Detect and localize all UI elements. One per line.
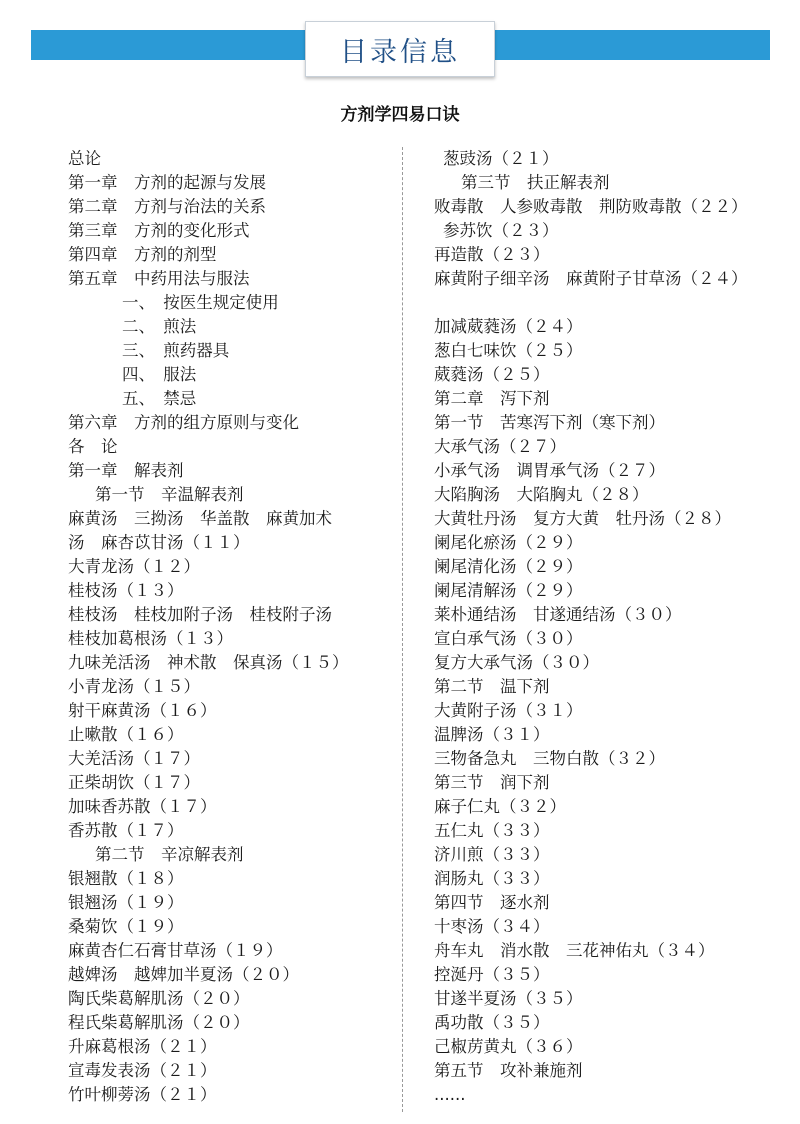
toc-entry: 五仁丸（３３） [434, 821, 550, 840]
toc-entry: 第六章 方剂的组方原则与变化 [68, 413, 299, 432]
toc-entry: 第二章 方剂与治法的关系 [68, 197, 266, 216]
toc-entry: 第一章 解表剂 [68, 461, 184, 480]
toc-entry: 第二节 辛凉解表剂 [95, 845, 244, 864]
toc-entry: 陶氏柴葛解肌汤（２０） [68, 989, 250, 1008]
toc-entry: 大陷胸汤 大陷胸丸（２８） [434, 485, 649, 504]
toc-entry: 三物备急丸 三物白散（３２） [434, 749, 665, 768]
toc-entry: 越婢汤 越婢加半夏汤（２０） [68, 965, 299, 984]
toc-entry: 加味香苏散（１７） [68, 797, 217, 816]
toc-entry: 济川煎（３３） [434, 845, 550, 864]
toc-entry: 程氏柴葛解肌汤（２０） [68, 1013, 250, 1032]
toc-entry: 宣毒发表汤（２１） [68, 1061, 217, 1080]
toc-entry: 阑尾清化汤（２９） [434, 557, 583, 576]
toc-entry: 第二节 温下剂 [434, 677, 550, 696]
toc-entry: 桂枝汤（１３） [68, 581, 184, 600]
toc-entry: 第三节 扶正解表剂 [461, 173, 610, 192]
toc-entry: 宣白承气汤（３０） [434, 629, 583, 648]
toc-entry: 润肠丸（３３） [434, 869, 550, 888]
toc-entry: 葳蕤汤（２５） [434, 365, 550, 384]
toc-entry: 竹叶柳蒡汤（２１） [68, 1085, 217, 1104]
column-divider [402, 147, 403, 1112]
section-title: 目录信息 [340, 36, 460, 68]
toc-entry: 甘遂半夏汤（３５） [434, 989, 583, 1008]
toc-entry: 温脾汤（３１） [434, 725, 550, 744]
toc-entry: 第五节 攻补兼施剂 [434, 1061, 583, 1080]
toc-entry: 五、 禁忌 [122, 389, 197, 408]
toc-entry: 复方大承气汤（３０） [434, 653, 599, 672]
toc-entry: 己椒苈黄丸（３６） [434, 1037, 583, 1056]
toc-entry: 阑尾化瘀汤（２９） [434, 533, 583, 552]
toc-entry: 汤 麻杏苡甘汤（１１） [68, 533, 250, 552]
toc-left-column [68, 147, 388, 1107]
toc-entry: 大羌活汤（１７） [68, 749, 200, 768]
toc-entry: 二、 煎法 [122, 317, 197, 336]
toc-entry: 第三节 润下剂 [434, 773, 550, 792]
toc-entry: 败毒散 人参败毒散 荆防败毒散（２２） [434, 197, 748, 216]
toc-entry: 大黄附子汤（３１） [434, 701, 583, 720]
toc-entry: 第四章 方剂的剂型 [68, 245, 217, 264]
toc-entry: 升麻葛根汤（２１） [68, 1037, 217, 1056]
toc-entry: 麻黄附子细辛汤 麻黄附子甘草汤（２４） [434, 269, 748, 288]
toc-entry: 葱豉汤（２１） [443, 149, 559, 168]
toc-entry: 三、 煎药器具 [122, 341, 230, 360]
toc-entry: 射干麻黄汤（１６） [68, 701, 217, 720]
toc-entry: 小承气汤 调胃承气汤（２７） [434, 461, 665, 480]
toc-entry: 桂枝汤 桂枝加附子汤 桂枝附子汤 [68, 605, 332, 624]
toc-entry [434, 291, 784, 315]
toc-entry: 加减葳蕤汤（２４） [434, 317, 583, 336]
toc-entry: 第五章 中药用法与服法 [68, 269, 250, 288]
toc-entry: 参苏饮（２３） [443, 221, 559, 240]
toc-entry: 大承气汤（２７） [434, 437, 566, 456]
toc-entry: 银翘散（１８） [68, 869, 184, 888]
toc-entry: 香苏散（１７） [68, 821, 184, 840]
toc-entry: 总论 [68, 149, 101, 168]
toc-entry: 第一节 辛温解表剂 [95, 485, 244, 504]
toc-entry: 正柴胡饮（１７） [68, 773, 200, 792]
toc-entry: 麻黄汤 三拗汤 华盖散 麻黄加术 [68, 509, 332, 528]
toc-entry: 第二章 泻下剂 [434, 389, 550, 408]
toc-entry: 舟车丸 消水散 三花神佑丸（３４） [434, 941, 715, 960]
toc-entry: 桑菊饮（１９） [68, 917, 184, 936]
toc-entry: 一、 按医生规定使用 [122, 293, 279, 312]
toc-entry: 大黄牡丹汤 复方大黄 牡丹汤（２８） [434, 509, 731, 528]
toc-entry: 桂枝加葛根汤（１３） [68, 629, 233, 648]
toc-entry: 第一节 苦寒泻下剂（寒下剂） [434, 413, 665, 432]
toc-right-column [434, 147, 784, 1107]
toc-entry: 九味羌活汤 神术散 保真汤（１５） [68, 653, 349, 672]
toc-entry: 第一章 方剂的起源与发展 [68, 173, 266, 192]
toc-entry: 麻子仁丸（３２） [434, 797, 566, 816]
toc-entry: 禹功散（３５） [434, 1013, 550, 1032]
toc-entry: 葱白七味饮（２５） [434, 341, 583, 360]
toc-entry: 控涎丹（３５） [434, 965, 550, 984]
section-title-box [305, 21, 495, 77]
toc-entry: 第四节 逐水剂 [434, 893, 550, 912]
toc-entry: 四、 服法 [122, 365, 197, 384]
toc-entry: 银翘汤（１９） [68, 893, 184, 912]
toc-entry: 再造散（２３） [434, 245, 550, 264]
toc-entry: 阑尾清解汤（２９） [434, 581, 583, 600]
book-title: 方剂学四易口诀 [340, 105, 460, 125]
toc-entry: ...... [434, 1085, 466, 1104]
toc-entry: 大青龙汤（１２） [68, 557, 200, 576]
toc-entry: 麻黄杏仁石膏甘草汤（１９） [68, 941, 283, 960]
toc-entry: 莱朴通结汤 甘遂通结汤（３０） [434, 605, 682, 624]
toc-entry: 止嗽散（１６） [68, 725, 184, 744]
toc-entry: 第三章 方剂的变化形式 [68, 221, 250, 240]
toc-entry: 各 论 [68, 437, 118, 456]
toc-entry: 十枣汤（３４） [434, 917, 550, 936]
toc-entry: 小青龙汤（１５） [68, 677, 200, 696]
